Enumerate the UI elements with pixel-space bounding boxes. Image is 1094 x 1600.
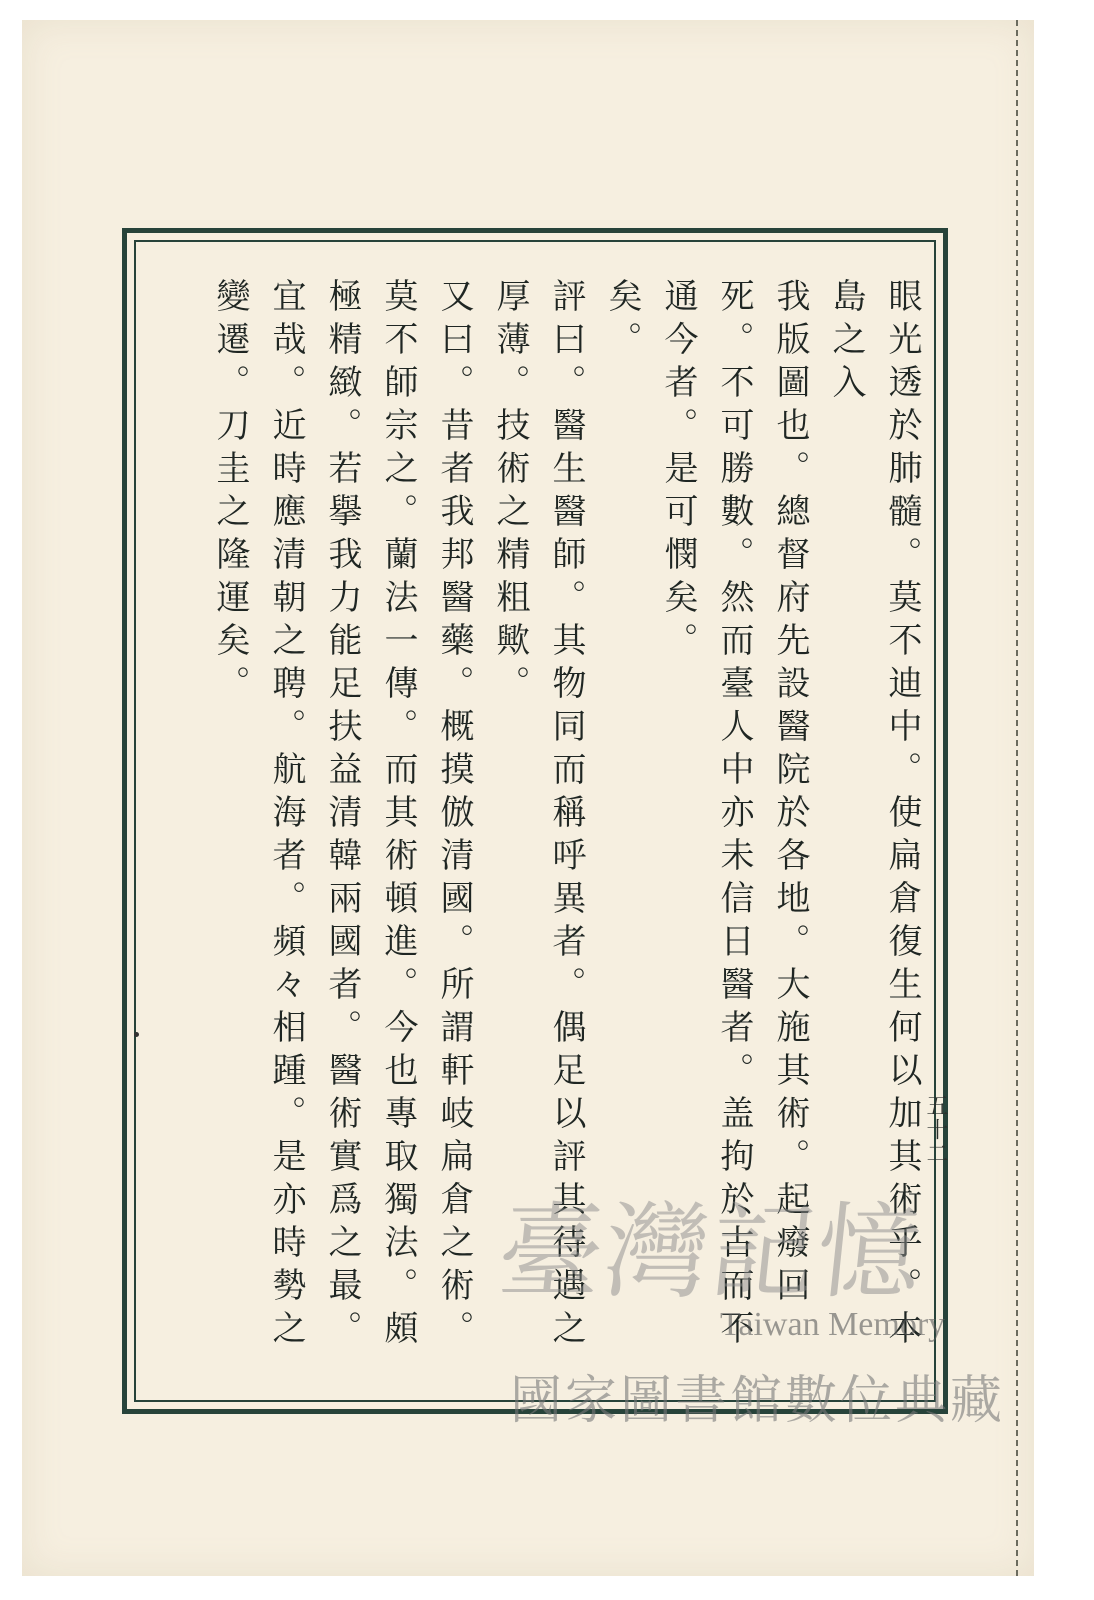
page-fold-line — [1016, 20, 1018, 1576]
ink-speck — [134, 1032, 139, 1037]
vertical-text-body — [160, 278, 930, 1388]
text-column-4: 評曰。醫生醫師。其物同而稱呼異者。偶足以評其待遇之厚薄。技術之精粗歟。 — [490, 278, 586, 1353]
watermark-subtitle: 國家圖書館數位典藏 — [510, 1371, 1006, 1431]
text-column-3: 矣。 — [602, 278, 642, 364]
text-column-2: 我版圖也。總督府先設醫院於各地。大施其術。起癈回死。不可勝數。然而臺人中亦未信日醫者。盖拘於古而不通今者。是可憫矣。 — [658, 278, 810, 1353]
text-column-5: 又曰。昔者我邦醫藥。概摸倣清國。所謂軒岐扁倉之術。莫不師宗之。蘭法一傳。而其術頓進。今也專取獨法。頗極精緻。若擧我力能足扶益清韓兩國者。醫術實爲之最。宜哉。近時應清朝之聘。航海者。頻々相踵。是亦時勢之變遷。刀圭之隆運矣。 — [210, 278, 474, 1353]
watermark-english: Taiwan Memory — [720, 1306, 946, 1343]
page-number: 五十二 — [923, 1094, 948, 1166]
watermark-title: 臺灣記憶 — [492, 1191, 930, 1313]
text-column-1: 眼光透於肺髓。莫不迪中。使扁倉復生何以加其術乎。本島之入 — [826, 278, 922, 1353]
